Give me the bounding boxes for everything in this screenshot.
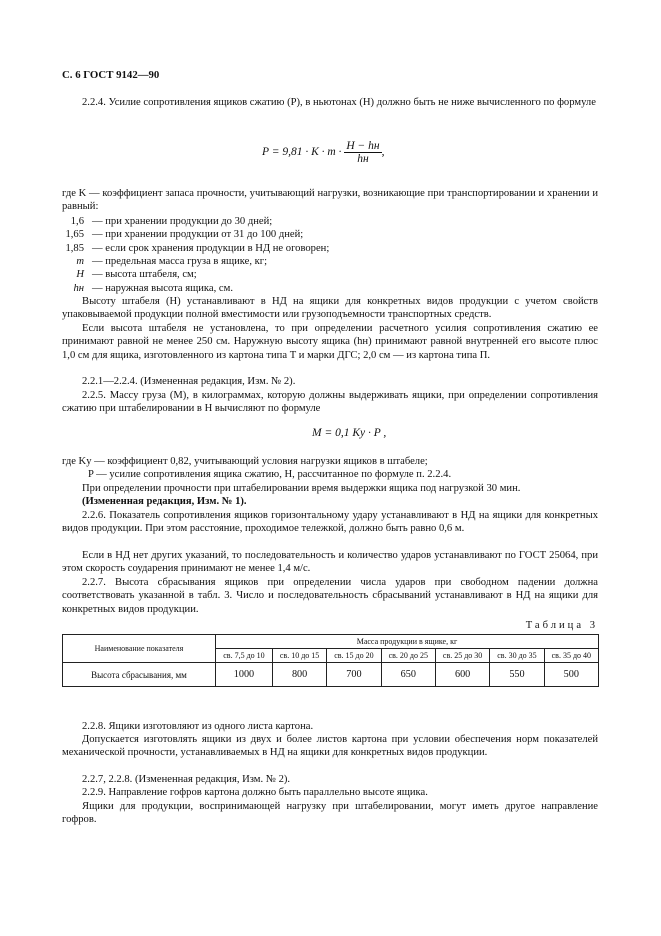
table-range-header: св. 10 до 15: [272, 649, 326, 663]
definition-text: — при хранении продукции от 31 до 100 дней;: [92, 229, 304, 241]
edition-note-2: 2.2.1—2.2.4. (Измененная редакция, Изм. № 2).: [82, 376, 296, 387]
table-cell: 500: [544, 663, 598, 687]
formula-compression: [262, 140, 384, 165]
definition-item: [62, 282, 233, 295]
definition-item: [62, 268, 197, 281]
definition-symbol: 1,85: [65, 242, 84, 254]
page-header: С. 6 ГОСТ 9142—90: [62, 69, 160, 81]
paragraph-impacts: Если в НД нет других указаний, то последовательность и количество ударов устанавливают по ГОСТ 25064, при этом скорость соударения принимают не менее 1,4 м/с.: [62, 550, 598, 575]
table-cell: 800: [272, 663, 326, 687]
definition-text: — предельная масса груза в ящике, кг;: [92, 255, 268, 267]
table-cell: 650: [381, 663, 435, 687]
table-range-header: св. 15 до 20: [327, 649, 381, 663]
paragraph-hold-time: При определении прочности при штабелировании время выдержки ящика под нагрузкой 30 мин.: [82, 483, 521, 494]
paragraph-2-2-4: 2.2.4. Усилие сопротивления ящиков сжатию (P), в ньютонах (H) должно быть не ниже вычисленного по формуле: [82, 97, 596, 108]
definition-symbol: H: [76, 269, 84, 281]
definition-item: [62, 242, 329, 255]
table-cell: 1000: [216, 663, 273, 687]
formula-numerator: H − hн: [346, 140, 380, 152]
table-range-header: св. 20 до 25: [381, 649, 435, 663]
definition-item: [62, 255, 267, 268]
formula-fraction: [344, 140, 381, 165]
table-title: Таблица 3: [525, 620, 598, 631]
formula-tail: ,: [381, 146, 385, 159]
table-cell: 700: [327, 663, 381, 687]
definition-item: [62, 215, 272, 228]
definition-symbol: m: [76, 255, 84, 267]
table-row-label: Высота сбрасывания, мм: [63, 663, 216, 687]
paragraph-edition-2: [62, 375, 598, 388]
paragraph-2-2-5: 2.2.5. Массу груза (M), в килограммах, которую должны выдерживать ящики, при определении сопротивления сжатию при штабелировании в H вычисляют по формуле: [62, 390, 598, 415]
definition-text: — наружная высота ящика, см.: [92, 282, 233, 294]
definition-text: — если срок хранения продукции в НД не оговорен;: [92, 242, 330, 254]
table-range-header: св. 25 до 30: [435, 649, 489, 663]
paragraph-stack-height: Высоту штабеля (H) устанавливают в НД на ящики для конкретных видов продукции с учетом свойств упаковываемой продукции полной вместимости или грузоподъемности транспортных средств.: [62, 296, 598, 321]
paragraph-2-2-6: 2.2.6. Показатель сопротивления ящиков горизонтальному удару устанавливают в НД на ящики для конкретных видов продукции. При этом расстояние, проходимое тележкой, должно быть равно 0,6 м.: [62, 510, 598, 535]
paragraph-2-2-8: 2.2.8. Ящики изготовляют из одного листа картона.: [82, 721, 314, 732]
drop-height-table: [62, 634, 599, 687]
formula-left: P = 9,81 · K · m ·: [262, 146, 342, 159]
definition-symbol: hн: [73, 282, 84, 294]
definition-item: [62, 228, 303, 241]
where-p: P — усилие сопротивления ящика сжатию, H, рассчитанное по формуле п. 2.2.4.: [88, 469, 452, 480]
formula-denominator: hн: [357, 153, 369, 165]
edition-note-2b-text: 2.2.7, 2.2.8. (Измененная редакция, Изм. № 2).: [82, 774, 291, 785]
table-header-indicator: Наименование показателя: [63, 635, 216, 663]
edition-note-2b: [62, 773, 598, 786]
definition-text: — высота штабеля, см;: [92, 269, 197, 281]
table-range-header: св. 7,5 до 10: [216, 649, 273, 663]
paragraph-2-2-9: 2.2.9. Направление гофров картона должно быть параллельно высоте ящика.: [82, 787, 428, 798]
formula-mass: M = 0,1 Kу · P ,: [312, 427, 387, 439]
definition-symbol: 1,6: [70, 216, 84, 227]
table-range-header: св. 35 до 40: [544, 649, 598, 663]
paragraph-multi-sheet: Допускается изготовлять ящики из двух и более листов картона при условии обеспечения норм показателей механической прочности, устанавливаемых в НД на ящики для конкретных видов продукции.: [62, 734, 598, 759]
definition-text: — при хранении продукции до 30 дней;: [92, 216, 273, 227]
table-range-header: св. 30 до 35: [490, 649, 544, 663]
where-ky: где Kу — коэффициент 0,82, учитывающий условия нагрузки ящиков в штабеле;: [62, 456, 428, 467]
edition-note-1: (Измененная редакция, Изм. № 1).: [82, 496, 247, 507]
table-cell: 600: [435, 663, 489, 687]
paragraph-2-2-7: 2.2.7. Высота сбрасывания ящиков при определении числа ударов при свободном падении должна соответствовать указанной в табл. 3. Число и последовательность сбрасываний устанавливают в НД на ящики для конкретных видов продукции.: [62, 577, 598, 615]
table-row: [63, 663, 599, 687]
where-k: где K — коэффициент запаса прочности, учитывающий нагрузки, возникающие при транспортировании и хранении и равный:: [62, 188, 598, 213]
paragraph-stack-default: Если высота штабеля не установлена, то при определении расчетного усилия сопротивления сжатию ее принимают равной не менее 250 см. Наружную высоту ящика (hн) принимают равной внутренней его высоте плюс 1,0 см для ящика, изготовленного из картона типа Т и марки ДГС; 2,0 см — из картона типа П.: [62, 323, 598, 361]
table-header-mass: Масса продукции в ящике, кг: [216, 635, 599, 649]
definition-symbol: 1,65: [65, 229, 84, 241]
table-cell: 550: [490, 663, 544, 687]
paragraph-flute-direction: Ящики для продукции, воспринимающей нагрузку при штабелировании, могут иметь другое направление гофров.: [62, 801, 598, 826]
